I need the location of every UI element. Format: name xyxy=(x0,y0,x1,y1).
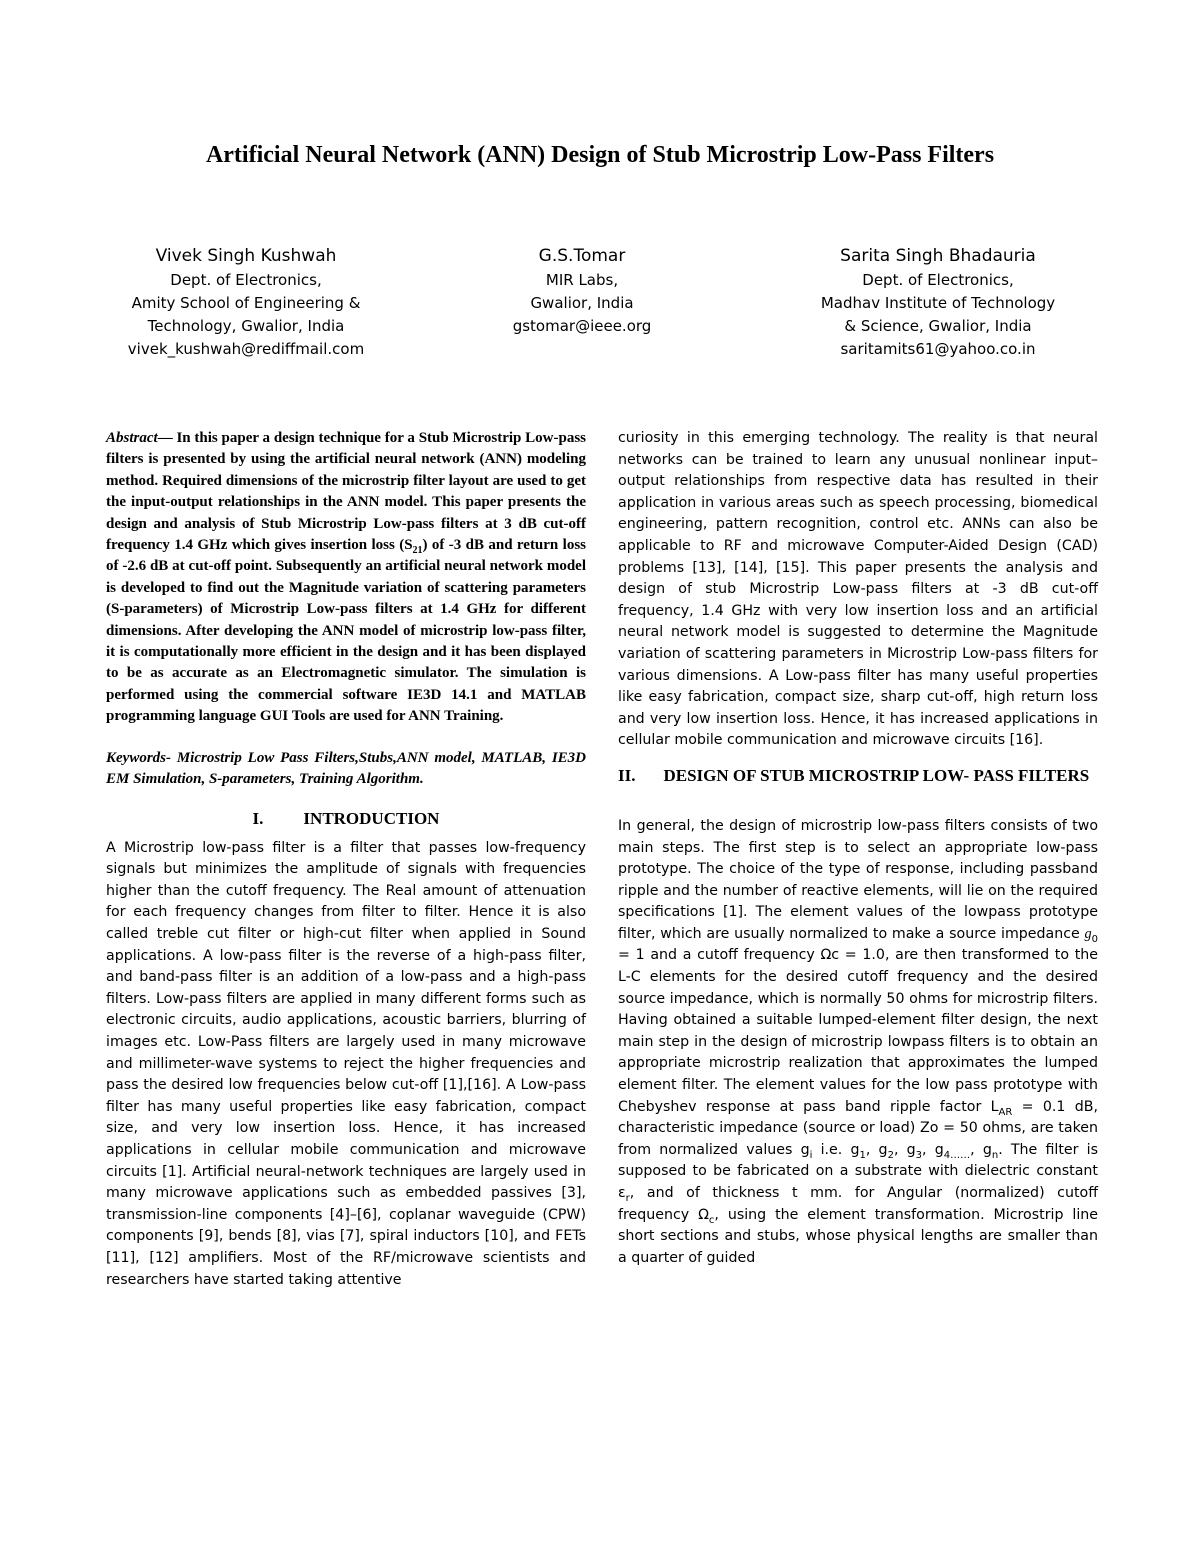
abstract-lead: Abstract xyxy=(106,430,158,446)
design-text: , g xyxy=(865,1141,888,1158)
author-affiliation: Technology, Gwalior, India xyxy=(147,317,345,335)
subscript: i xyxy=(809,1149,813,1161)
abstract xyxy=(106,428,586,728)
g0-symbol: g xyxy=(1084,925,1092,942)
author-block-3 xyxy=(798,244,1078,361)
subscript: n xyxy=(991,1149,999,1161)
section-heading-design xyxy=(618,764,1098,788)
section-title: INTRODUCTION xyxy=(303,808,440,828)
author-name: Vivek Singh Kushwah xyxy=(155,246,337,266)
design-text: , g xyxy=(893,1141,916,1158)
abstract-text-cont: ) of -3 dB and return loss of -2.6 dB at cut-off point. Subsequently an artificial neural network model is developed to find out the Magnitude variation of scattering parameters (S-parameters) of Microstrip Low-pass filters at 1.4 GHz for different dimensions. After developing the ANN model of microstrip low-pass filter, it is computationally more efficient in the design and it has been displayed to be as accurate as an Electromagnetic simulator. The simulation is performed using the commercial software IE3D 14.1 and MATLAB programming language GUI Tools are used for ANN Training. xyxy=(106,537,586,725)
author-email: gstomar@ieee.org xyxy=(512,317,652,335)
author-name: G.S.Tomar xyxy=(538,246,626,266)
design-text: . The filter is supposed to be fabricated on a substrate with dielectric constant ε xyxy=(618,1141,1099,1201)
author-block-1 xyxy=(96,244,396,361)
design-text: , and of thickness t mm. for Angular (normalized) cutoff frequency Ω xyxy=(618,1185,1098,1223)
subscript: 4…… xyxy=(943,1149,971,1161)
design-text: = 1 and a cutoff frequency Ωc = 1.0, are then transformed to the L-C elements for the desired cutoff frequency and the desired source impedance, which is normally 50 ohms for microstrip filters. Having obtained a suitable lumped-element filter design, the next main step in the design of microstrip lowpass filters is to obtain an appropriate microstrip realization that approximates the lumped element filter. The element values for the low pass prototype with Chebyshev response at pass band ripple factor L xyxy=(618,947,1098,1115)
author-name: Sarita Singh Bhadauria xyxy=(840,246,1036,266)
subscript: 1 xyxy=(859,1149,866,1161)
author-email: vivek_kushwah@rediffmail.com xyxy=(127,340,365,358)
subscript: 2 xyxy=(887,1149,894,1161)
design-text: , g xyxy=(970,1141,992,1158)
author-block-2 xyxy=(462,244,702,338)
design-text: i.e. g xyxy=(812,1141,860,1158)
design-text: = 0.1 dB, characteristic impedance (source or load) Zo = 50 ohms, are taken from normalized values g xyxy=(618,1098,1098,1158)
section-title: DESIGN OF STUB MICROSTRIP LOW- PASS FILTERS xyxy=(663,765,1090,785)
subscript: AR xyxy=(998,1106,1013,1118)
author-affiliation: Dept. of Electronics, xyxy=(862,271,1014,289)
abstract-text: — In this paper a design technique for a Stub Microstrip Low-pass filters is presented by using the artificial neural network (ANN) modeling method. Required dimensions of the microstrip filter layout are used to get the input-output relationships in the ANN model. This paper presents the design and analysis of Stub Microstrip Low-pass filters at 3 dB cut-off frequency 1.4 GHz which gives insertion loss (S xyxy=(106,430,586,554)
design-text: , using the element transformation. Microstrip line short sections and stubs, whose physical lengths are smaller than a quarter of guided xyxy=(618,1206,1098,1266)
subscript: c xyxy=(708,1214,715,1226)
author-affiliation: Dept. of Electronics, xyxy=(170,271,322,289)
author-affiliation: Amity School of Engineering & xyxy=(131,294,361,312)
paper-title: Artificial Neural Network (ANN) Design of Stub Microstrip Low-Pass Filters xyxy=(205,142,995,168)
left-column xyxy=(106,428,586,1291)
intro-paragraph: A Microstrip low-pass filter is a filter that passes low-frequency signals but minimizes the amplitude of signals with frequencies higher than the cutoff frequency. The Real amount of attenuation for each frequency changes from filter to filter. Hence it is also called treble cut filter or high-cut filter when applied in Sound applications. A low-pass filter is the reverse of a high-pass filter, and band-pass filter is an addition of a low-pass and a high-pass filters. Low-pass filters are applied in many different forms such as electronic circuits, audio applications, acoustic barriers, blurring of images etc. Low-Pass filters are largely used in many microwave and millimeter-wave systems to reject the higher frequencies and pass the desired low frequencies below cut-off [1],[16]. A Low-pass filter has many useful properties like easy fabrication, compact size, and very low insertion loss. Hence, it has increased applications in cellular mobile communication and microwave circuits [1]. Artificial neural-network techniques are largely used in many microwave applications such as embedded passives [3], transmission-line components [4]–[6], coplanar waveguide (CPW) components [9], bends [8], vias [7], spiral inductors [10], and FETs [11], [12] amplifiers. Most of the RF/microwave scientists and researchers have started taking attentive xyxy=(106,839,586,1288)
author-affiliation: Gwalior, India xyxy=(530,294,634,312)
keywords: Keywords- Microstrip Low Pass Filters,Stubs,ANN model, MATLAB, IE3D EM Simulation, S-parameters, Training Algorithm. xyxy=(106,749,586,787)
abstract-subscript: 21 xyxy=(412,545,423,557)
author-email: saritamits61@yahoo.co.in xyxy=(840,340,1036,358)
section-heading-introduction xyxy=(106,808,586,830)
design-text: In general, the design of microstrip low-pass filters consists of two main steps. The first step is to select an appropriate low-pass prototype. The choice of the type of response, including passband ripple and the number of reactive elements, will lie on the required specifications [1]. The element values of the lowpass prototype filter, which are usually normalized to make a source impedance xyxy=(618,817,1098,942)
subscript: 3 xyxy=(915,1149,923,1161)
author-affiliation: & Science, Gwalior, India xyxy=(844,317,1032,335)
intro-paragraph-continued: curiosity in this emerging technology. The reality is that neural networks can be trained to learn any unusual nonlinear input–output relationships from respective data has resulted in their application in various areas such as speech processing, biomedical engineering, pattern recognition, control etc. ANNs can also be applicable to RF and microwave Computer-Aided Design (CAD) problems [13], [14], [15]. This paper presents the analysis and design of stub Microstrip Low-pass filters at -3 dB cut-off frequency, 1.4 GHz with very low insertion loss and an artificial neural network model is suggested to determine the Magnitude variation of scattering parameters in Microstrip Low-pass filters for various dimensions. A Low-pass filter has many useful properties like easy fabrication, compact size, sharp cut-off, high return loss and very low insertion loss. Hence, it has increased applications in cellular mobile communication and microwave circuits [16]. xyxy=(618,430,1098,749)
design-paragraph xyxy=(618,816,1098,1269)
subscript: r xyxy=(625,1192,630,1204)
design-text: , g xyxy=(922,1141,944,1158)
section-number: I. xyxy=(252,808,264,828)
author-affiliation: Madhav Institute of Technology xyxy=(820,294,1056,312)
section-number: II. xyxy=(618,765,636,785)
right-column xyxy=(618,428,1098,1269)
subscript: 0 xyxy=(1091,933,1098,945)
author-affiliation: MIR Labs, xyxy=(545,271,619,289)
